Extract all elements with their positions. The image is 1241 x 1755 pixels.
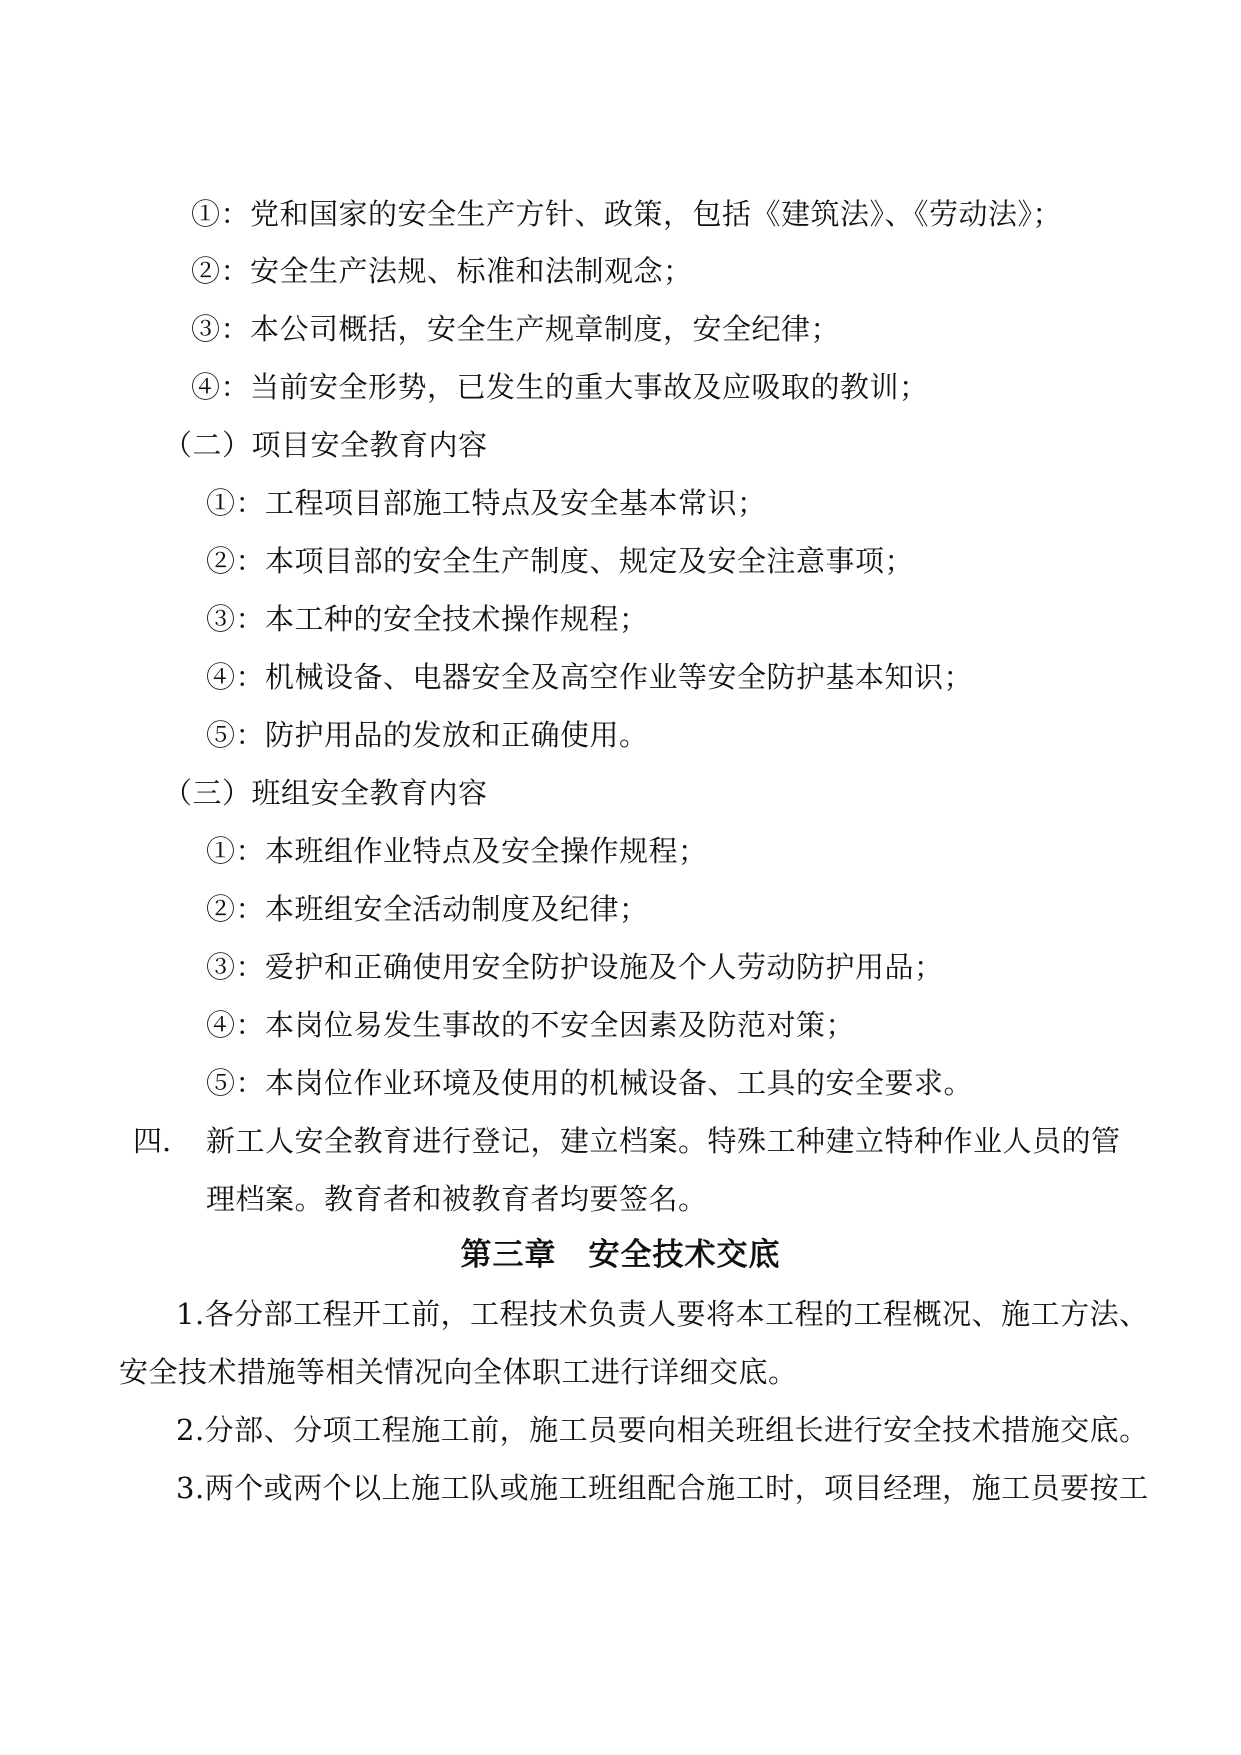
- paragraph-1-line-1: 1.各分部工程开工前，工程技术负责人要将本工程的工程概况、施工方法、: [176, 1297, 1149, 1331]
- section3-item-4: ④：本岗位易发生事故的不安全因素及防范对策；: [206, 1008, 856, 1042]
- paragraph-1-line-2: 安全技术措施等相关情况向全体职工进行详细交底。: [119, 1355, 798, 1389]
- chapter-title: 第三章 安全技术交底: [460, 1237, 781, 1273]
- item4-line-2: 理档案。教育者和被教育者均要签名。: [206, 1182, 708, 1216]
- item4-line-1: 新工人安全教育进行登记，建立档案。特殊工种建立特种作业人员的管: [206, 1124, 1121, 1158]
- section2-item-4: ④：机械设备、电器安全及高空作业等安全防护基本知识；: [206, 660, 974, 694]
- section2-item-2: ②：本项目部的安全生产制度、规定及安全注意事项；: [206, 544, 915, 578]
- paragraph-3: 3.两个或两个以上施工队或施工班组配合施工时，项目经理，施工员要按工: [176, 1471, 1149, 1505]
- section3-item-5: ⑤：本岗位作业环境及使用的机械设备、工具的安全要求。: [206, 1066, 974, 1100]
- section2-heading: （二）项目安全教育内容: [163, 428, 488, 462]
- section2-item-3: ③：本工种的安全技术操作规程；: [206, 602, 649, 636]
- section2-item-5: ⑤：防护用品的发放和正确使用。: [206, 718, 649, 752]
- item4-number: 四.: [133, 1124, 172, 1158]
- paragraph-2: 2.分部、分项工程施工前，施工员要向相关班组长进行安全技术措施交底。: [176, 1413, 1149, 1447]
- section1-item-2: ②：安全生产法规、标准和法制观念；: [191, 254, 693, 288]
- section3-heading: （三）班组安全教育内容: [163, 776, 488, 810]
- section1-item-3: ③：本公司概括，安全生产规章制度，安全纪律；: [191, 312, 841, 346]
- section3-item-1: ①：本班组作业特点及安全操作规程；: [206, 834, 708, 868]
- section1-item-4: ④：当前安全形势，已发生的重大事故及应吸取的教训；: [191, 370, 929, 404]
- section1-item-1: ①：党和国家的安全生产方针、政策，包括《建筑法》、《劳动法》；: [191, 197, 1063, 231]
- section3-item-3: ③：爱护和正确使用安全防护设施及个人劳动防护用品；: [206, 950, 944, 984]
- section2-item-1: ①：工程项目部施工特点及安全基本常识；: [206, 486, 767, 520]
- section3-item-2: ②：本班组安全活动制度及纪律；: [206, 892, 649, 926]
